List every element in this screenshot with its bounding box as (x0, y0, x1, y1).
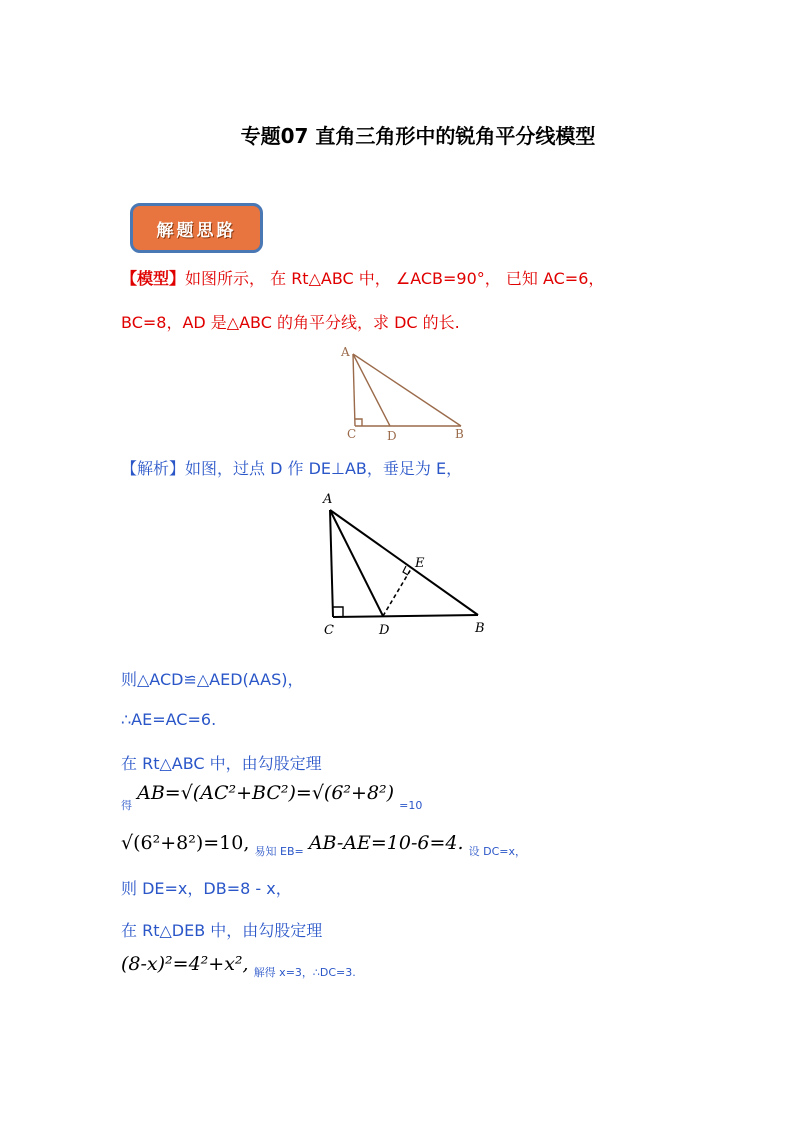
eq1-prefix: 得 (121, 799, 132, 812)
eq2-formula2: AB-AE=10-6=4. (308, 832, 464, 854)
segment-cb (333, 615, 478, 617)
eq2-text: 易知 EB= (254, 845, 304, 858)
model-tag: 【模型】 (121, 269, 186, 288)
label-e: E (415, 556, 425, 571)
eq2-text2: 设 DC=x， (468, 845, 526, 858)
model-statement-line2: BC=8，AD 是△ABC 的角平分线，求 DC 的长. (121, 313, 460, 332)
eq1-suffix: =10 (399, 799, 423, 812)
analysis-line: 【解析】如图，过点 D 作 DE⊥AB，垂足为 E， (121, 459, 463, 478)
right-angle-mark-e (403, 566, 408, 575)
label-b: B (455, 427, 464, 441)
eq3-formula: (8-x)²=4²+x², (121, 953, 249, 975)
label-c: C (324, 623, 334, 638)
equation-solve (121, 953, 356, 979)
model-statement-line1: 【模型】如图所示， 在 Rt△ABC 中， ∠ACB=90°， 已知 AC=6， (121, 269, 605, 288)
congruence-line: 则△ACD≌△AED(AAS)， (121, 670, 304, 689)
ae-line: ∴AE=AC=6. (121, 710, 217, 729)
pythagoras-deb-line: 在 Rt△DEB 中，由勾股定理 (121, 921, 323, 940)
page-title: 专题07 直角三角形中的锐角平分线模型 (240, 124, 596, 148)
equation-eb (121, 832, 526, 858)
label-d: D (387, 429, 397, 442)
de-db-line: 则 DE=x，DB=8 - x， (121, 879, 292, 898)
pythagoras-abc-line: 在 Rt△ABC 中，由勾股定理 (121, 754, 322, 773)
segment-ab (330, 510, 478, 615)
right-angle-mark-c (333, 607, 343, 617)
solution-approach-badge: 解题思路 (130, 203, 263, 253)
segment-ab (353, 354, 461, 426)
label-a: A (323, 492, 333, 507)
eq3-text: 解得 x=3，∴DC=3. (253, 966, 356, 979)
segment-de (383, 569, 411, 616)
label-c: C (347, 427, 357, 441)
label-d: D (379, 623, 390, 638)
figure-model-triangle (335, 340, 505, 442)
equation-ab (121, 782, 422, 818)
figure-analysis-triangle (315, 485, 495, 640)
eq2-formula: √(6²+8²)=10, (121, 832, 250, 854)
right-angle-mark (355, 419, 362, 426)
segment-ac (330, 510, 333, 617)
segment-ac (353, 354, 355, 426)
label-a: A (341, 345, 350, 359)
label-b: B (475, 621, 485, 636)
segment-ad (353, 354, 390, 426)
segment-ad (330, 510, 383, 616)
eq1-formula: AB=√(AC²+BC²)=√(6²+8²) (137, 782, 395, 804)
